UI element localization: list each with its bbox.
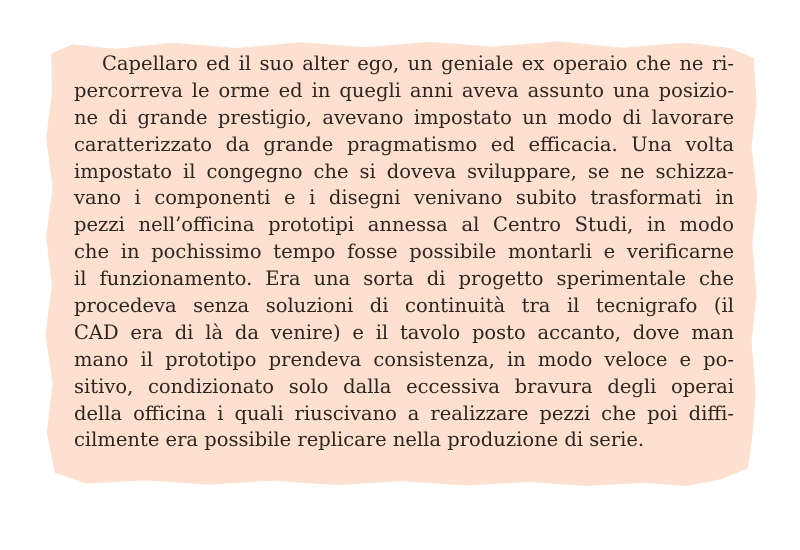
text-line-10: procedeva senza soluzioni di continuità tra il tecnigrafo (il: [74, 294, 734, 318]
text-line-2: percorreva le orme ed in quegli anni aveva assunto una posizio-: [74, 78, 734, 102]
text-line-6: vano i componenti e i disegni venivano subito trasformati in: [74, 186, 734, 210]
text-line-1: Capellaro ed il suo alter ego, un geniale ex operaio che ne ri-: [102, 52, 734, 75]
text-paragraph: [74, 51, 734, 454]
text-line-12: mano il prototipo prendeva consistenza, in modo veloce e po-: [74, 347, 734, 371]
text-line-5: impostato il congegno che si doveva sviluppare, se ne schizza-: [74, 159, 734, 183]
text-line-3: ne di grande prestigio, avevano impostato un modo di lavorare: [74, 105, 734, 129]
text-line-15: cilmente era possibile replicare nella produzione di serie.: [74, 428, 645, 452]
text-line-4: caratterizzato da grande pragmatismo ed efficacia. Una volta: [74, 132, 734, 156]
text-line-7: pezzi nell’officina prototipi annessa al Centro Studi, in modo: [74, 213, 734, 237]
text-line-9: il funzionamento. Era una sorta di progetto sperimentale che: [74, 267, 734, 291]
text-line-14: della officina i quali riuscivano a realizzare pezzi che poi diffi-: [74, 401, 734, 425]
text-line-13: sitivo, condizionato solo dalla eccessiva bravura degli operai: [74, 374, 734, 398]
text-line-11: CAD era di là da venire) e il tavolo posto accanto, dove man: [74, 320, 734, 344]
text-line-8: che in pochissimo tempo fosse possibile montarli e verificarne: [74, 240, 734, 264]
